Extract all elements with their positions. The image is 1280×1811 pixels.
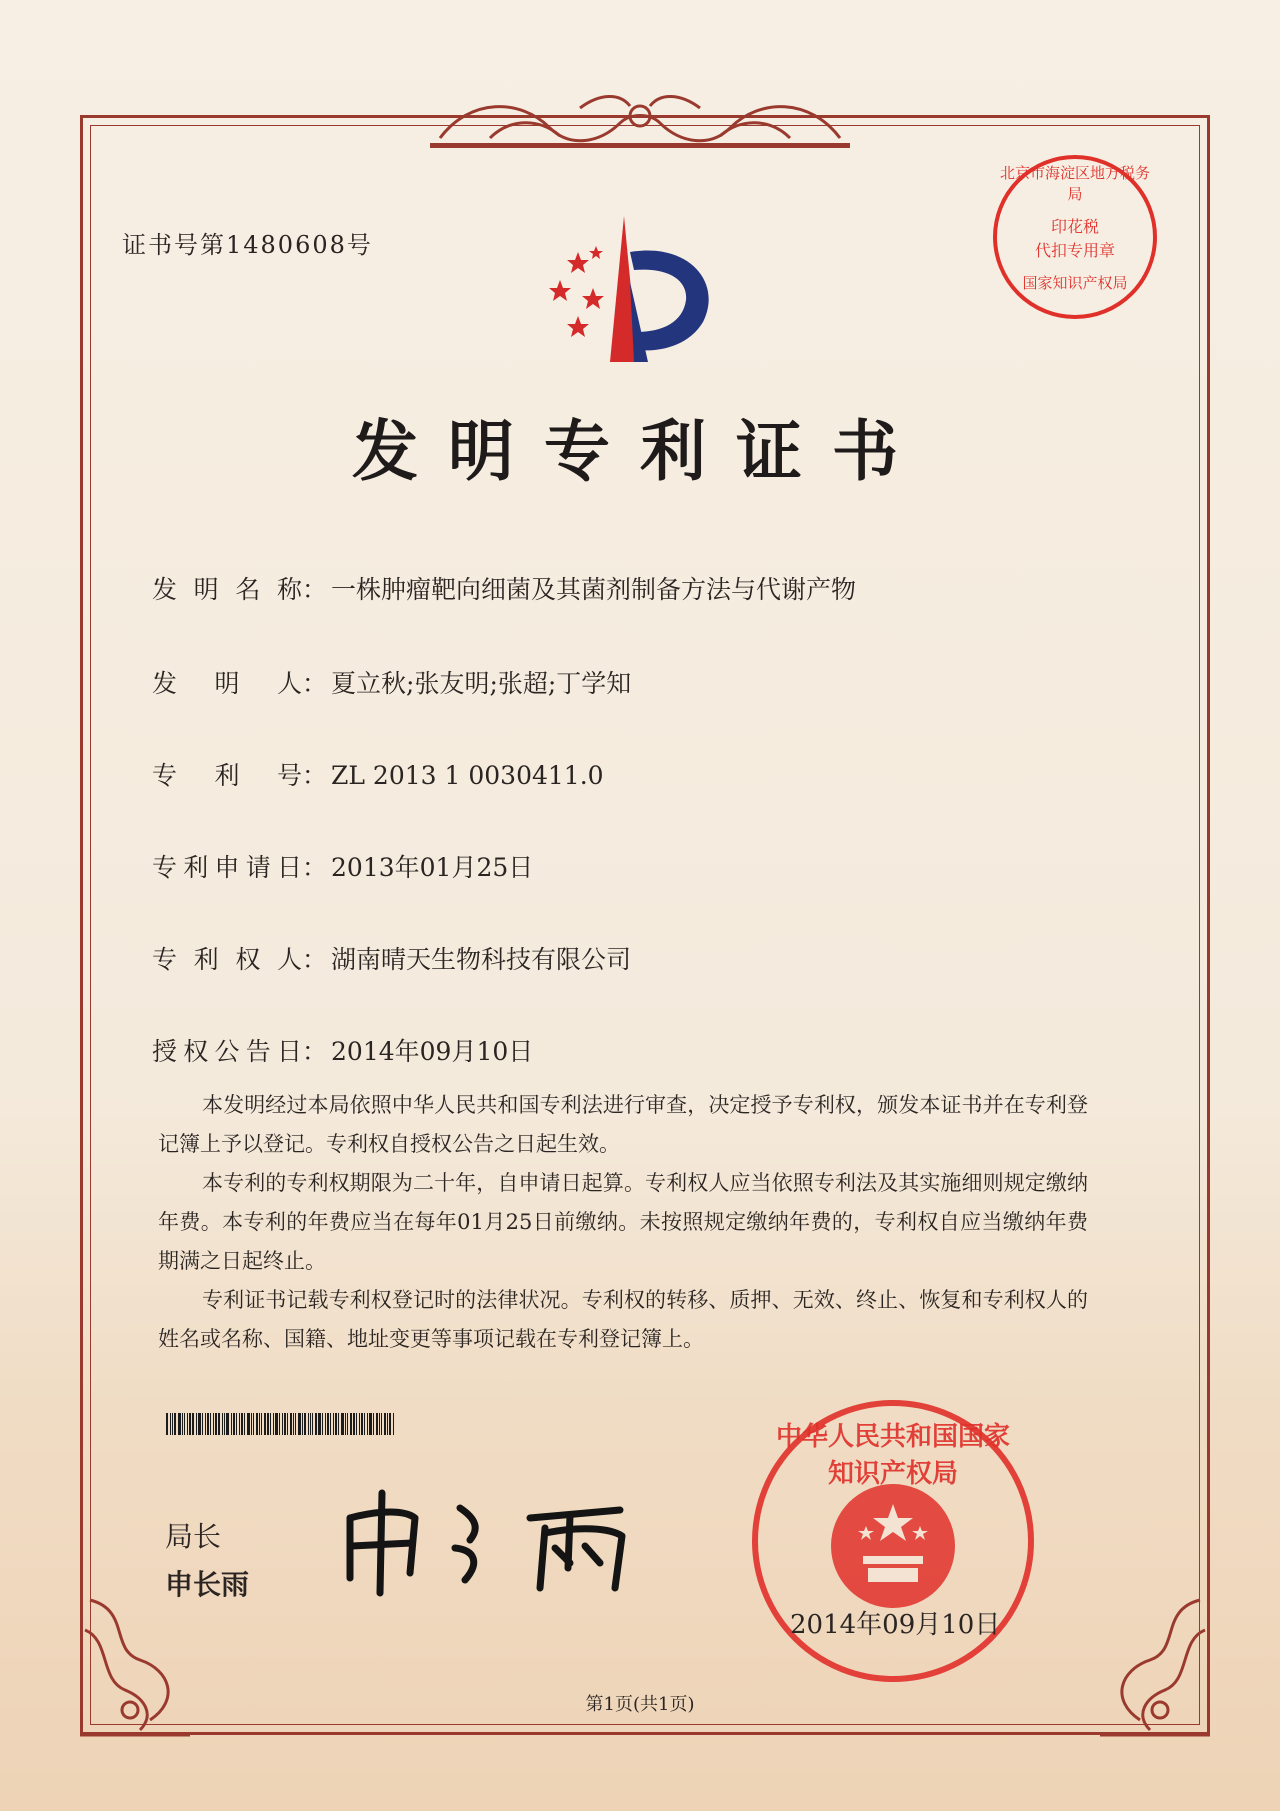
barcode-bar	[202, 1413, 203, 1435]
page-number: 第1页(共1页)	[585, 1694, 695, 1715]
field-grant-date: 授权公告日： 2014年09月10日	[152, 1032, 533, 1068]
barcode-bar	[174, 1413, 176, 1435]
office-seal-ring-text: 中华人民共和国国家知识产权局	[775, 1422, 1010, 1489]
barcode-bar	[170, 1413, 171, 1435]
barcode-bar	[333, 1413, 334, 1435]
field-label: 授权公告日	[152, 1037, 302, 1066]
tax-seal-center-2: 代扣专用章	[1034, 241, 1115, 260]
barcode-bar	[302, 1413, 303, 1435]
barcode-bar	[359, 1413, 360, 1435]
barcode-bar	[387, 1413, 388, 1435]
tax-seal-ring-text: 北京市海淀区地方税务局	[1000, 164, 1151, 203]
barcode-bar	[364, 1413, 365, 1435]
barcode-bar	[264, 1413, 266, 1435]
barcode-bar	[213, 1413, 214, 1435]
barcode-bar	[172, 1413, 173, 1435]
barcode-bar	[295, 1413, 296, 1435]
field-application-date: 专利申请日： 2013年01月25日	[152, 848, 533, 884]
barcode-bar	[275, 1413, 278, 1435]
barcode-bar	[381, 1413, 382, 1435]
field-invention-name: 发明名称： 一株肿瘤靶向细菌及其菌剂制备方法与代谢产物	[152, 570, 856, 606]
field-value: 2014年09月10日	[331, 1037, 534, 1066]
certificate-title: 发明专利证书	[352, 413, 928, 490]
barcode-bar	[335, 1413, 337, 1435]
field-patentee: 专利权人： 湖南晴天生物科技有限公司	[152, 940, 631, 976]
barcode-bar	[379, 1413, 380, 1435]
barcode-bar	[284, 1413, 286, 1435]
barcode-bar	[325, 1413, 326, 1435]
paragraph-1: 本发明经过本局依照中华人民共和国专利法进行审查，决定授予专利权，颁发本证书并在专利登记簿上予以登记。专利权自授权公告之日起生效。	[158, 1093, 1088, 1156]
field-label: 专利号	[152, 761, 302, 790]
tax-seal-center-1: 印花税	[1050, 217, 1099, 236]
barcode-bar	[261, 1413, 262, 1435]
bottom-right-ornament	[1090, 1590, 1220, 1740]
barcode-bar	[345, 1413, 346, 1435]
bottom-left-ornament	[70, 1590, 200, 1740]
field-label: 专利申请日	[152, 853, 302, 882]
office-seal	[748, 1396, 1038, 1686]
barcode-bar	[210, 1413, 211, 1435]
paragraph-3: 专利证书记载专利权登记时的法律状况。专利权的转移、质押、无效、终止、恢复和专利权人的姓名或名称、国籍、地址变更等事项记载在专利登记簿上。	[158, 1288, 1088, 1351]
barcode-bar	[322, 1413, 323, 1435]
barcode-bar	[178, 1413, 181, 1435]
barcode-bar	[251, 1413, 252, 1435]
field-label: 专利权人	[152, 945, 302, 974]
field-value: 夏立秋;张友明;张超;丁学知	[331, 669, 632, 698]
barcode-bar	[207, 1413, 209, 1435]
barcode-bar	[347, 1413, 348, 1435]
barcode-bar	[192, 1413, 194, 1435]
barcode-bar	[327, 1413, 329, 1435]
barcode-bar	[244, 1413, 245, 1435]
barcode-bar	[341, 1413, 344, 1435]
barcode-bar	[330, 1413, 331, 1435]
barcode-bar	[184, 1413, 185, 1435]
barcode-bar	[389, 1413, 391, 1435]
barcode-bar	[256, 1413, 258, 1435]
barcode-bar	[298, 1413, 301, 1435]
barcode-bar	[218, 1413, 220, 1435]
barcode-bar	[312, 1413, 313, 1435]
field-value: 一株肿瘤靶向细菌及其菌剂制备方法与代谢产物	[331, 575, 857, 604]
barcode-bar	[182, 1413, 183, 1435]
barcode-bar	[282, 1413, 283, 1435]
barcode-bar	[338, 1413, 339, 1435]
barcode-bar	[361, 1413, 363, 1435]
tax-stamp-seal	[990, 152, 1160, 322]
field-value: ZL 2013 1 0030411.0	[331, 761, 604, 790]
field-patent-number: 专利号： ZL 2013 1 0030411.0	[152, 756, 604, 792]
barcode-bar	[224, 1413, 225, 1435]
field-value: 2013年01月25日	[331, 853, 534, 882]
barcode-bar	[367, 1413, 368, 1435]
barcode-bar	[270, 1413, 271, 1435]
barcode-bar	[226, 1413, 229, 1435]
body-text	[158, 1086, 1088, 1359]
field-inventors: 发明人： 夏立秋;张友明;张超;丁学知	[152, 664, 631, 700]
barcode-bar	[196, 1413, 197, 1435]
barcode-bar	[318, 1413, 321, 1435]
tax-seal-bottom-text: 国家知识产权局	[1022, 274, 1128, 292]
field-label: 发明名称	[152, 575, 302, 604]
barcode-bar	[350, 1413, 352, 1435]
barcode-bar	[267, 1413, 269, 1435]
barcode-bar	[198, 1413, 201, 1435]
paragraph-2: 本专利的专利权期限为二十年，自申请日起算。专利权人应当依照专利法及其实施细则规定缴纳年费。本专利的年费应当在每年01月25日前缴纳。未按照规定缴纳年费的，专利权自应当缴纳年费期满之日起终止。	[158, 1171, 1088, 1273]
director-signature	[330, 1488, 670, 1598]
barcode-bar	[273, 1413, 274, 1435]
certificate-number: 证书号第1480608号	[122, 231, 373, 259]
director-name: 申长雨	[165, 1568, 250, 1601]
barcode-bar	[376, 1413, 378, 1435]
barcode-bar	[373, 1413, 374, 1435]
barcode-bar	[287, 1413, 288, 1435]
stamp-date: 2014年09月10日	[790, 1610, 1001, 1640]
barcode-bar	[189, 1413, 191, 1435]
director-title: 局长	[165, 1520, 222, 1553]
patent-office-logo	[538, 212, 738, 372]
barcode-bar	[241, 1413, 243, 1435]
barcode-bar	[290, 1413, 292, 1435]
field-label: 发明人	[152, 669, 302, 698]
barcode-bar	[205, 1413, 206, 1435]
barcode	[166, 1413, 486, 1435]
barcode-bar	[308, 1413, 309, 1435]
barcode-bar	[222, 1413, 223, 1435]
top-ornament	[430, 88, 850, 158]
barcode-bar	[304, 1413, 306, 1435]
barcode-bar	[236, 1413, 237, 1435]
barcode-bar	[310, 1413, 311, 1435]
barcode-bar	[231, 1413, 232, 1435]
barcode-bar	[166, 1413, 168, 1435]
barcode-bar	[253, 1413, 254, 1435]
barcode-bar	[233, 1413, 235, 1435]
barcode-bar	[293, 1413, 294, 1435]
barcode-bar	[187, 1413, 188, 1435]
barcode-bar	[247, 1413, 250, 1435]
barcode-bar	[356, 1413, 357, 1435]
barcode-bar	[315, 1413, 317, 1435]
barcode-bar	[215, 1413, 217, 1435]
barcode-bar	[239, 1413, 240, 1435]
barcode-bar	[353, 1413, 355, 1435]
barcode-bar	[384, 1413, 386, 1435]
barcode-bar	[393, 1413, 394, 1435]
barcode-bar	[369, 1413, 372, 1435]
barcode-bar	[259, 1413, 260, 1435]
field-value: 湖南晴天生物科技有限公司	[331, 945, 632, 974]
barcode-bar	[279, 1413, 280, 1435]
